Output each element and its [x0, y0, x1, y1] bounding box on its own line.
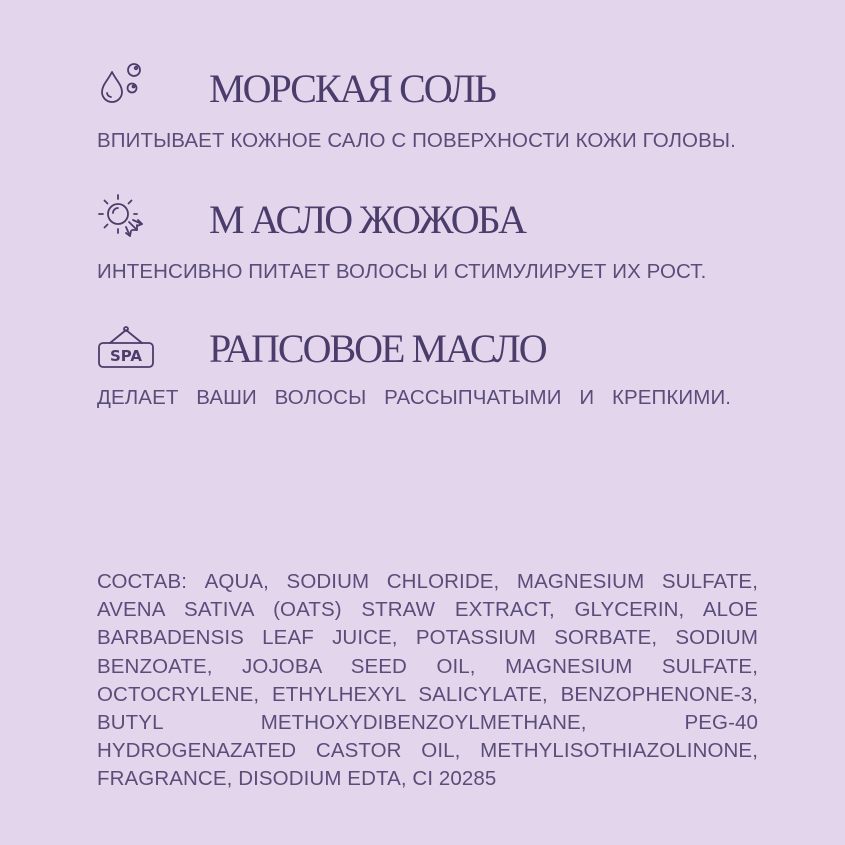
feature-title: РАПСОВОЕ МАСЛО	[209, 326, 546, 371]
sun-icon	[96, 192, 156, 242]
water-drops-icon	[96, 60, 156, 110]
feature-title: МОРСКАЯ СОЛЬ	[209, 66, 495, 111]
feature-description: ИНТЕНСИВНО ПИТАЕТ ВОЛОСЫ И СТИМУЛИРУЕТ ИХ РОСТ.	[97, 260, 707, 283]
feature-description: ВПИТЫВАЕТ КОЖНОЕ САЛО С ПОВЕРХНОСТИ КОЖИ ГОЛОВЫ.	[97, 129, 736, 152]
feature-title: М АСЛО ЖОЖОБА	[209, 197, 525, 242]
spa-sign-text: SPA	[109, 347, 143, 365]
feature-description: ДЕЛАЕТ ВАШИ ВОЛОСЫ РАССЫПЧАТЫМИ И КРЕПКИМИ.	[97, 386, 732, 409]
ingredients-text: СОСТАВ: AQUA, SODIUM CHLORIDE, MAGNESIUM SULFATE, AVENA SATIVA (OATS) STRAW EXTRACT, GLYCERIN, ALOE BARBADENSIS LEAF JUICE, POTASSIUM SORBATE, SODIUM BENZOATE, JOJOBA SEED OIL, MAGNESIUM SULFATE, OCTOCRYLENE, ETHYLHEXYL SALICYLATE, BENZOPHENONE-3, BUTYL METHOXYDIBENZOYLMETHANE, PEG-40 HYDROGENAZATED CASTOR OIL, METHYLISOTHIAZOLINONE, FRAGRANCE, DISODIUM EDTA, CI 20285	[97, 570, 758, 791]
spa-sign-icon	[96, 323, 156, 373]
